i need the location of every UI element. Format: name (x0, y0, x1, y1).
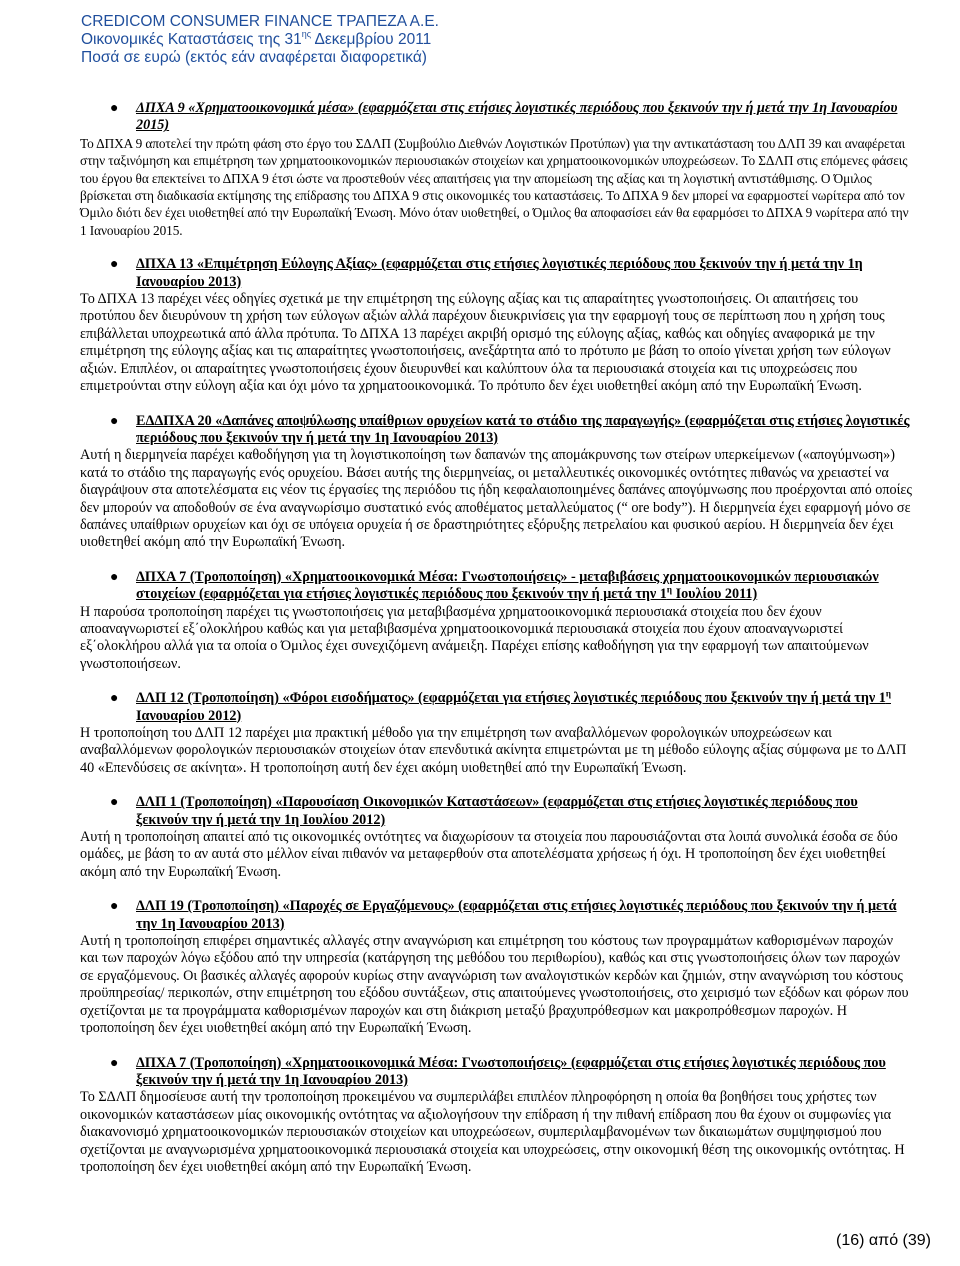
entry-title-text: ΔΛΠ 19 (Τροποποίηση) «Παροχές σε Εργαζόμενους» (εφαρμόζεται στις ετήσιες λογιστικές περιόδους που ξεκινούν την ή μετά την 1η Ιανουαρίου 2013) (136, 898, 897, 932)
list-item (80, 569, 912, 673)
entry-body: Το ΔΠΧΑ 9 αποτελεί την πρώτη φάση στο έργο του ΣΔΛΠ (Συμβούλιο Διεθνών Λογιστικών Προτύπων) για την αντικατάσταση του ΔΛΠ 39 και αναφέρεται στην ταξινόμηση και επιμέτρηση των χρηματοοικονομικών περιουσιακών στοιχείων και χρηματοοικονομικών υποχρεώσεων. Το ΣΔΛΠ στις επόμενες φάσεις του έργου θα επεκτείνει το ΔΠΧΑ 9 έτσι ώστε να προστεθούν νέες απαιτήσεις για την απομείωση της αξίας και τη λογιστική αντιστάθμισης. Ο Όμιλος βρίσκεται στη διαδικασία εκτίμησης της επίδρασης του ΔΠΧΑ 9 στις οικονομικές του καταστάσεις. Το ΔΠΧΑ 9 δεν μπορεί να εφαρμοστεί νωρίτερα από τον Όμιλο διότι δεν έχει υιοθετηθεί από την Ευρωπαϊκή Ένωση. Μόνο όταν υιοθετηθεί, ο Όμιλος θα αποφασίσει εάν θα εφαρμόσει το ΔΠΧΑ 9 νωρίτερα από την 1 Ιανουαρίου 2015. (80, 135, 909, 238)
bullet-icon: ● (110, 795, 119, 811)
entry-body: Η τροποποίηση του ΔΛΠ 12 παρέχει μια πρακτική μέθοδο για την επιμέτρηση των αναβαλλόμενων φορολογικών υποχρεώσεων και αναβαλλόμενων φορολογικών περιουσιακών στοιχείων όταν επενδυτικά ακίνητα επιμετρώνται με τη μέθοδο εύλογης αξίας σύμφωνα με το ΔΛΠ 40 «Επενδύσεις σε ακίνητα». Η τροποποίηση αυτή δεν έχει ακόμη υιοθετηθεί από την Ευρωπαϊκή Ένωση. (80, 725, 907, 776)
list-item (80, 794, 912, 881)
entry-title-text: ΔΠΧΑ 7 (Τροποποίηση) «Χρηματοοικονομικά Μέσα: Γνωστοποιήσεις» (εφαρμόζεται στις ετήσιες λογιστικές περιόδους που ξεκινούν την ή μετά την 1η Ιανουαρίου 2013) (136, 1054, 886, 1088)
entry-title (80, 794, 912, 829)
list-item (80, 1055, 912, 1177)
statements-suffix: Δεκεμβρίου 2011 (311, 31, 432, 48)
entry-title (80, 100, 912, 135)
entry-title-text: ΔΠΧΑ 9 «Χρηματοοικονομικά μέσα» (εφαρμόζεται στις ετήσιες λογιστικές περιόδους που ξεκινούν την ή μετά την 1η Ιανουαρίου 2015) (136, 100, 898, 134)
entry-body: Το ΣΔΛΠ δημοσίευσε αυτή την τροποποίηση προκειμένου να συμπεριλάβει επιπλέον πληροφόρηση η οποία θα βοηθήσει τους χρήστες των οικονομικών καταστάσεων μίας οικονομικής οντότητας να αξιολογήσουν την επίδραση ή την πιθανή επίδραση που θα έχουν οι συμφωνίες για διακανονισμό χρηματοοικονομικών περιουσιακών στοιχείων και υποχρεώσεων, συμπεριλαμβανομένων των δικαιωμάτων συμψηφισμού που σχετίζονται με αναγνωρισμένα χρηματοοικονομικά περιουσιακά στοιχεία και υποχρεώσεις, στην οικονομική θέση της οικονομικής οντότητας. Η τροποποίηση δεν έχει υιοθετηθεί ακόμη από την Ευρωπαϊκή Ένωση. (80, 1089, 905, 1175)
statements-period (81, 28, 439, 49)
entry-title-tail: Ιανουαρίου 2012) (136, 707, 242, 724)
bullet-icon: ● (110, 413, 119, 429)
statements-sup: ης (301, 28, 312, 39)
list-item (80, 100, 912, 239)
entry-title (80, 569, 912, 604)
entry-title-text: ΕΔΔΠΧΑ 20 «Δαπάνες αποψύλωσης υπαίθριων ορυχείων κατά το στάδιο της παραγωγής» (εφαρμόζεται στις ετήσιες λογιστικές περιόδους που ξεκινούν την ή μετά την 1η Ιανουαρίου 2013) (136, 412, 910, 446)
company-name: CREDICOM CONSUMER FINANCE ΤΡΑΠΕΖΑ Α.Ε. (81, 13, 439, 30)
bullet-icon: ● (110, 691, 119, 707)
list-item (80, 898, 912, 1037)
list-item (80, 413, 912, 552)
entry-body: Η παρούσα τροποποίηση παρέχει τις γνωστοποιήσεις για μεταβιβασμένα χρηματοοικονομικά περιουσιακά στοιχεία που δεν έχουν αποαναγνωριστεί εξ΄ολοκλήρου καθώς και για μεταβιβασμένα χρηματοοικονομικά περιουσιακά στοιχεία που έχουν αποαναγνωριστεί εξ΄ολοκλήρου αλλά για τα οποία ο Όμιλος έχει συνεχιζόμενη ανάμειξη. Παρέχει επίσης καθοδήγηση για την εφαρμογή των απαιτούμενων γνωστοποιήσεων. (80, 603, 869, 672)
entry-title-text: ΔΠΧΑ 13 «Επιμέτρηση Εύλογης Αξίας» (εφαρμόζεται στις ετήσιες λογιστικές περιόδους που ξεκινούν την ή μετά την 1η Ιανουαρίου 2013) (136, 256, 863, 290)
list-item (80, 690, 912, 777)
statements-prefix: Οικονομικές Καταστάσεις της 31 (81, 31, 302, 48)
entry-title (80, 256, 912, 291)
entry-title-tail: Ιουλίου 2011) (672, 586, 758, 603)
entry-title (80, 690, 912, 725)
bullet-icon: ● (110, 1055, 119, 1071)
entry-body: Αυτή η τροποποίηση απαιτεί από τις οικονομικές οντότητες να διαχωρίσουν τα στοιχεία που παρουσιάζονται στα λοιπά συνολικά έσοδα σε δύο ομάδες, με βάση το αν αυτά στο μέλλον είναι πιθανόν να μεταφερθούν στα αποτελέσματα χρήσεως ή όχι. Η τροποποίηση δεν έχει υιοθετηθεί ακόμη από την Ευρωπαϊκή Ένωση. (80, 829, 898, 880)
entry-body: Αυτή η τροποποίηση επιφέρει σημαντικές αλλαγές στην αναγνώριση και επιμέτρηση του κόστους των προγραμμάτων καθορισμένων παροχών και των παροχών λόγω εξόδου από την υπηρεσία (κατάργηση της μεθόδου του περιθωρίου), καθώς και στις γνωστοποιήσεις όλων των παροχών σε εργαζόμενους. Οι βασικές αλλαγές αφορούν κυρίως στην αναγνώριση των αναλογιστικών κερδών και ζημιών, στην αναγνώριση του κόστους προϋπηρεσίας/ περικοπών, στην επιμέτρηση του εξόδου συντάξεων, στις απαιτούμενες γνωστοποιήσεις, στο χειρισμό των εξόδων και φόρων που σχετίζονται με τα προγράμματα καθορισμένων παροχών και στη διάκριση μεταξύ βραχυπρόθεσμων και μακροπρόθεσμων παροχών. Η τροποποίηση δεν έχει υιοθετηθεί ακόμη από την Ευρωπαϊκή Ένωση. (80, 933, 909, 1037)
entry-title-text: ΔΛΠ 1 (Τροποποίηση) «Παρουσίαση Οικονομικών Καταστάσεων» (εφαρμόζεται στις ετήσιες λογιστικές περιόδους που ξεκινούν την ή μετά την 1η Ιουλίου 2012) (136, 794, 858, 828)
entry-body: Αυτή η διερμηνεία παρέχει καθοδήγηση για τη λογιστικοποίηση των δαπανών της απομάκρυνσης των στείρων υπερκείμενων («απογύμνωση») κατά το στάδιο της παραγωγής ενός ορυχείου. Βάσει αυτής της διερμηνείας, οι μεταλλευτικές οικονομικές οντότητες πιθανώς να χρειαστεί να διαγράψουν στα αποτελέσματα εις νέον τις έργασίες της περιόδου τις ήδη κεφαλαιοποιημένες δαπάνες απογύμνωσης που προέρχονται από οποίες δεν μπορούν να αποδοθούν σε ένα αναγνωρίσιμο συστατικό ενός αποθέματος μεταλλεύματος (“ ore body”). Η διερμηνεία έχει εφαρμογή μόνο σε δαπάνες υπαίθριων ορυχείων και όχι σε υπόγεια ορυχεία ή σε δραστηριότητες εξόρυξης πετρελαίου και φυσικού αερίου. Η διερμηνεία δεν έχει υιοθετηθεί ακόμη από την Ευρωπαϊκή Ένωση. (80, 447, 912, 551)
entry-title-text: ΔΛΠ 12 (Τροποποίηση) «Φόροι εισοδήματος» (εφαρμόζεται για ετήσιες λογιστικές περιόδους που ξεκινούν την ή μετά την 1 (136, 690, 886, 707)
page-header (81, 13, 439, 67)
currency-note: Ποσά σε ευρώ (εκτός εάν αναφέρεται διαφορετικά) (81, 49, 427, 66)
entry-title-text: ΔΠΧΑ 7 (Τροποποίηση) «Χρηματοοικονομικά Μέσα: Γνωστοποιήσεις» - μεταβιβάσεις χρηματοοικονομικών περιουσιακών στοιχείων (εφαρμόζεται για ετήσιες λογιστικές περιόδους που ξεκινούν την ή μετά την 1 (136, 568, 879, 603)
list-item (80, 256, 912, 395)
entry-title-sup: η (666, 584, 673, 595)
standards-list (80, 100, 912, 1176)
entry-title (80, 1055, 912, 1090)
page-number: (16) από (39) (836, 1232, 931, 1249)
bullet-icon: ● (110, 569, 119, 585)
entry-title (80, 413, 912, 448)
entry-title (80, 898, 912, 933)
entry-title-sup: η (885, 688, 891, 699)
bullet-icon: ● (110, 101, 119, 116)
entry-body: Το ΔΠΧΑ 13 παρέχει νέες οδηγίες σχετικά με την επιμέτρηση της εύλογης αξίας και τις απαραίτητες γνωστοποιήσεις. Οι απαιτήσεις του προτύπου δεν διευρύνουν τη χρήση των εύλογων αξιών αλλά παρέχουν διευκρινίσεις για την εφαρμογή τους σε περίπτωση που η χρήση τους επιβάλλεται υποχρεωτικά από άλλα πρότυπα. Το ΔΠΧΑ 13 παρέχει ακριβή ορισμό της εύλογης αξίας, καθώς και οδηγίες αναφορικά με την επιμέτρηση της εύλογης αξίας και τις απαραίτητες γνωστοποιήσεις, ανεξάρτητα από το πρότυπο με βάση το οποίο γίνεται χρήση των εύλογων αξιών. Επιπλέον, οι απαραίτητες γνωστοποιήσεις έχουν διευρυνθεί και καλύπτουν όλα τα περιουσιακά στοιχεία και τις υποχρεώσεις που επιμετρούνται στην εύλογη αξία και όχι μόνο τα χρηματοοικονομικά. Το πρότυπο δεν έχει υιοθετηθεί ακόμη από την Ευρωπαϊκή Ένωση. (80, 291, 891, 395)
bullet-icon: ● (110, 257, 119, 273)
bullet-icon: ● (110, 899, 119, 915)
